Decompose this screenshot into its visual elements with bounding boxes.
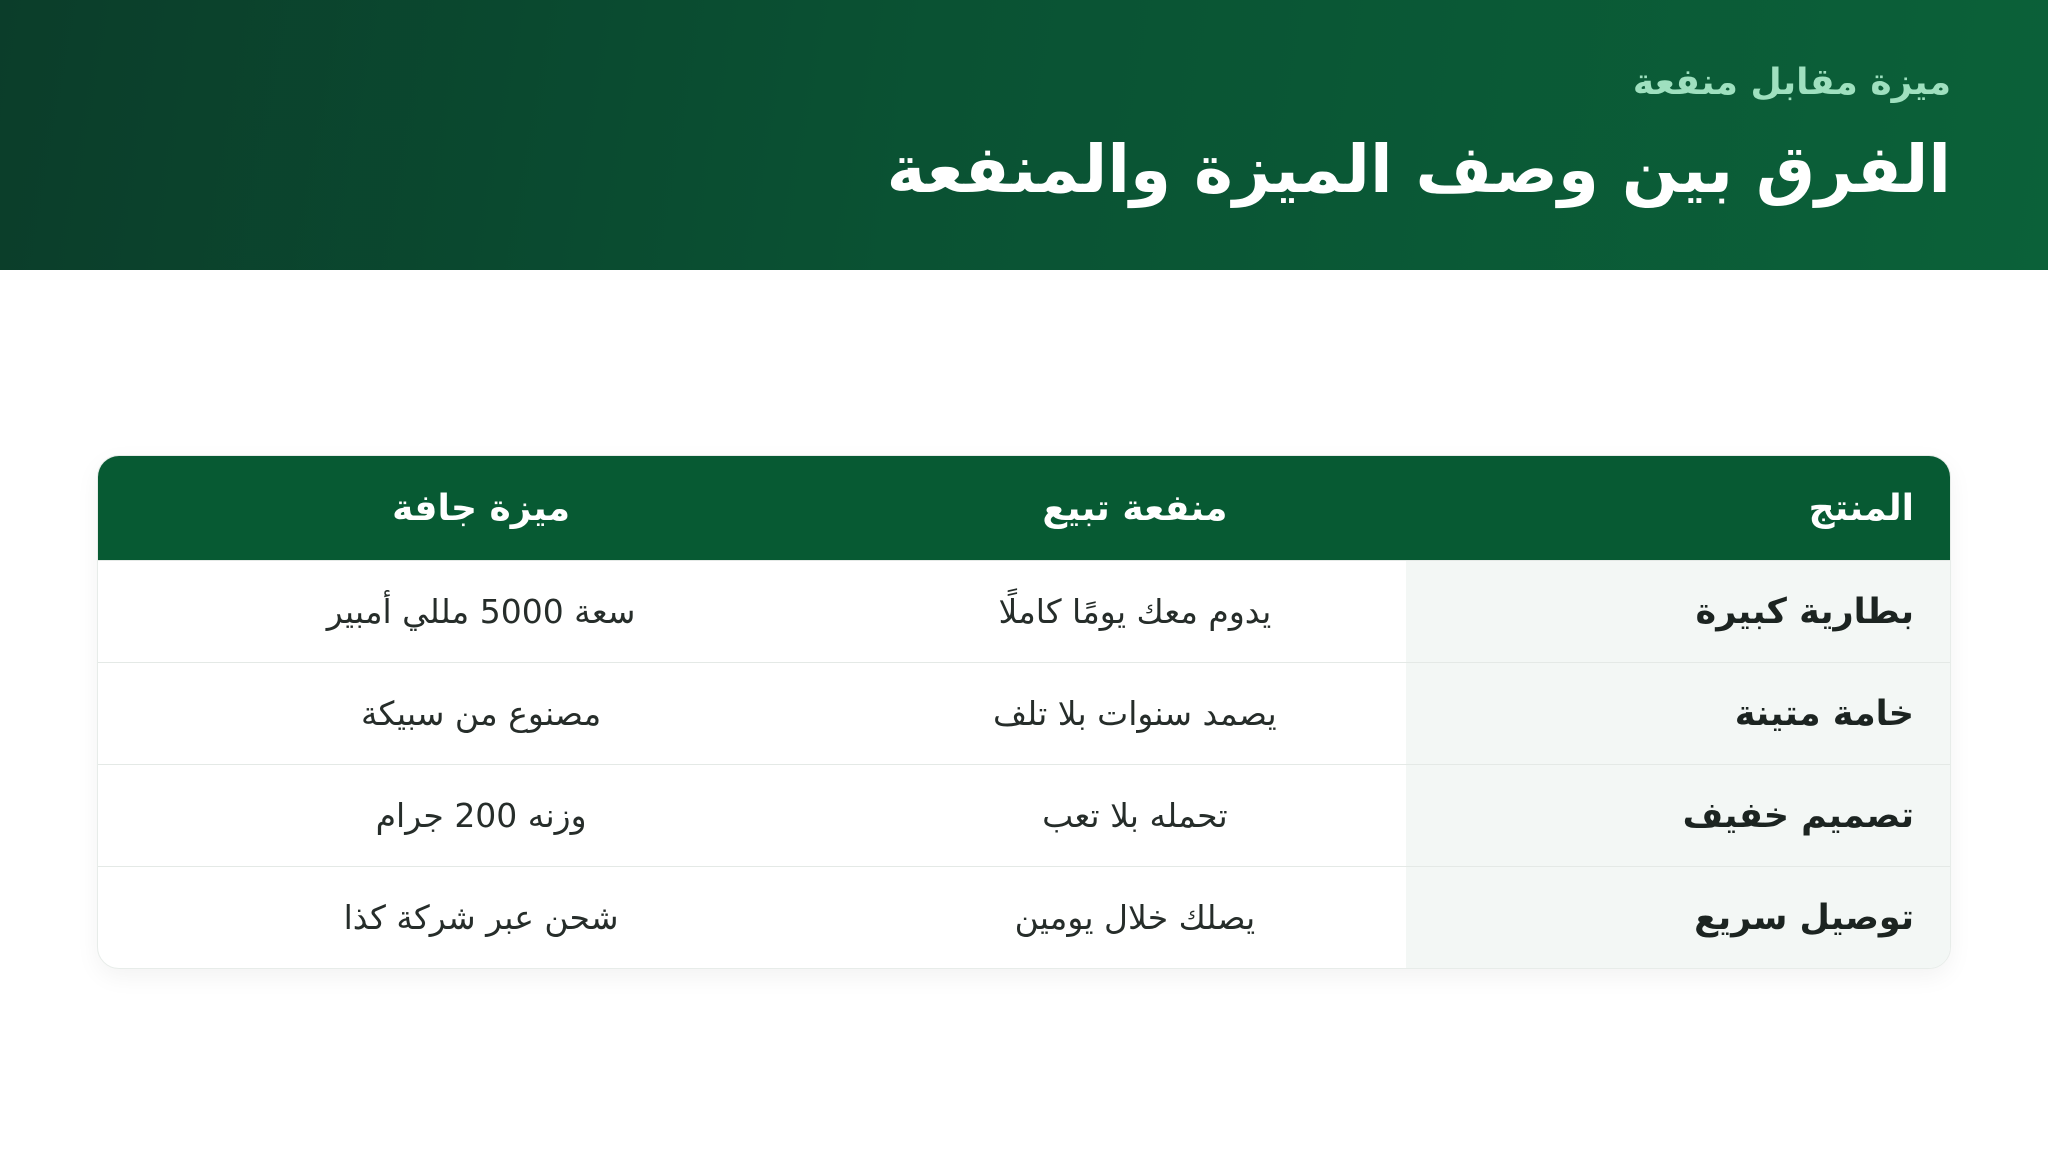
product-cell: خامة متينة xyxy=(1406,663,1950,764)
feature-cell: سعة 5000 مللي أمبير xyxy=(326,592,636,631)
table-row xyxy=(98,662,1950,764)
slide-eyebrow: ميزة مقابل منفعة xyxy=(1632,62,1951,103)
comparison-table xyxy=(97,455,1951,969)
benefit-cell: يصلك خلال يومين xyxy=(1014,898,1256,937)
feature-cell: شحن عبر شركة كذا xyxy=(343,898,619,937)
column-header-product: المنتج xyxy=(1808,487,1914,529)
table-row xyxy=(98,866,1950,968)
table-row xyxy=(98,764,1950,866)
benefit-cell: تحمله بلا تعب xyxy=(1042,796,1228,835)
feature-cell: مصنوع من سبيكة xyxy=(360,694,602,733)
slide-title: الفرق بين وصف الميزة والمنفعة xyxy=(886,131,1951,208)
product-cell: بطارية كبيرة xyxy=(1406,561,1950,662)
benefit-cell: يدوم معك يومًا كاملًا xyxy=(998,592,1272,631)
slide-header xyxy=(0,0,2048,270)
column-header-benefit: منفعة تبيع xyxy=(1042,487,1228,529)
feature-cell: وزنه 200 جرام xyxy=(375,796,587,835)
benefit-cell: يصمد سنوات بلا تلف xyxy=(993,694,1277,733)
table-header-row xyxy=(98,456,1950,560)
column-header-feature: ميزة جافة xyxy=(392,487,571,529)
table-row xyxy=(98,560,1950,662)
product-cell: تصميم خفيف xyxy=(1406,765,1950,866)
product-cell: توصيل سريع xyxy=(1406,867,1950,968)
